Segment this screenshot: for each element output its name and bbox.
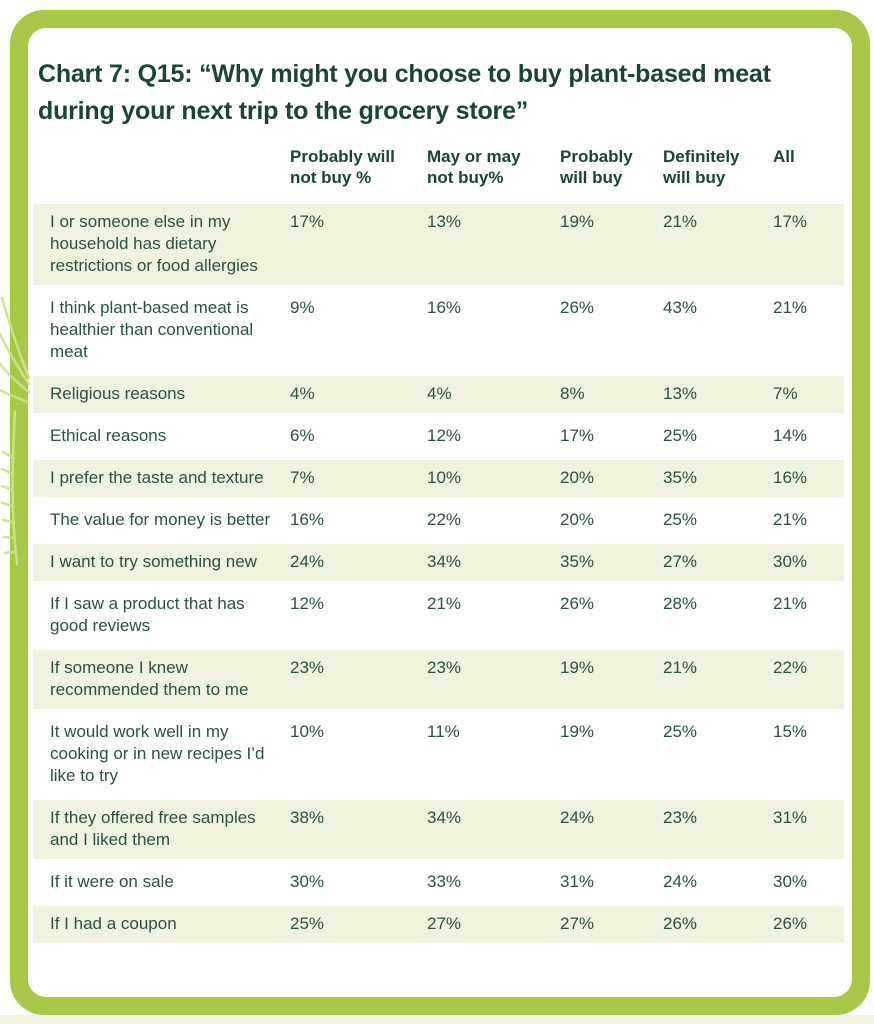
chart-title-question: “Why might you choose to buy plant-based meat during your next trip to the grocery store” xyxy=(38,60,771,125)
value-cell: 28% xyxy=(663,594,698,613)
value-cell: 25% xyxy=(663,510,698,529)
value-cell: 22% xyxy=(427,510,462,529)
chart-card-body xyxy=(28,28,852,997)
value-cell: 23% xyxy=(290,658,325,677)
value-cell: 19% xyxy=(560,212,595,231)
value-cell: 26% xyxy=(773,914,808,933)
row-label: If someone I knew recommended them to me xyxy=(50,658,249,699)
row-label: If it were on sale xyxy=(50,872,174,891)
value-cell: 9% xyxy=(290,298,315,317)
value-cell: 30% xyxy=(290,872,325,891)
value-cell: 4% xyxy=(427,384,452,403)
value-cell: 14% xyxy=(773,426,808,445)
value-cell: 21% xyxy=(773,298,808,317)
row-label: I prefer the taste and texture xyxy=(50,468,264,487)
value-cell: 24% xyxy=(560,808,595,827)
value-cell: 21% xyxy=(663,658,698,677)
value-cell: 12% xyxy=(427,426,462,445)
row-label: I or someone else in my household has dietary restrictions or food allergies xyxy=(50,212,258,275)
value-cell: 21% xyxy=(427,594,462,613)
value-cell: 26% xyxy=(663,914,698,933)
value-cell: 27% xyxy=(427,914,462,933)
chart-title-label: Chart 7: Q15: xyxy=(38,60,193,88)
table-row xyxy=(33,204,844,285)
value-cell: 7% xyxy=(290,468,315,487)
table-row xyxy=(33,290,844,371)
value-cell: 16% xyxy=(427,298,462,317)
value-cell: 34% xyxy=(427,808,462,827)
value-cell: 30% xyxy=(773,552,808,571)
column-header-spacer xyxy=(33,146,285,188)
value-cell: 27% xyxy=(560,914,595,933)
row-label: I think plant-based meat is healthier than conventional meat xyxy=(50,298,254,361)
column-header: May or may not buy% xyxy=(427,147,521,187)
column-header: Definitely will buy xyxy=(663,147,740,187)
value-cell: 17% xyxy=(773,212,808,231)
value-cell: 16% xyxy=(290,510,325,529)
row-label: If they offered free samples and I liked them xyxy=(50,808,256,849)
column-header: Probably will buy xyxy=(560,147,633,187)
table-row xyxy=(33,502,844,539)
value-cell: 16% xyxy=(773,468,808,487)
value-cell: 17% xyxy=(560,426,595,445)
value-cell: 25% xyxy=(663,426,698,445)
value-cell: 21% xyxy=(773,594,808,613)
row-label: Ethical reasons xyxy=(50,426,167,445)
value-cell: 19% xyxy=(560,658,595,677)
value-cell: 19% xyxy=(560,722,595,741)
table-row xyxy=(33,376,844,413)
table-row xyxy=(33,864,844,901)
value-cell: 7% xyxy=(773,384,798,403)
value-cell: 31% xyxy=(560,872,595,891)
row-label: It would work well in my cooking or in new recipes I’d like to try xyxy=(50,722,265,785)
row-label: I want to try something new xyxy=(50,552,257,571)
value-cell: 21% xyxy=(663,212,698,231)
row-label: If I had a coupon xyxy=(50,914,177,933)
value-cell: 6% xyxy=(290,426,315,445)
value-cell: 27% xyxy=(663,552,698,571)
value-cell: 17% xyxy=(290,212,325,231)
value-cell: 23% xyxy=(427,658,462,677)
value-cell: 33% xyxy=(427,872,462,891)
row-label: Religious reasons xyxy=(50,384,186,403)
value-cell: 24% xyxy=(663,872,698,891)
column-header: All xyxy=(773,147,795,166)
value-cell: 35% xyxy=(560,552,595,571)
value-cell: 35% xyxy=(663,468,698,487)
value-cell: 31% xyxy=(773,808,808,827)
value-cell: 22% xyxy=(773,658,808,677)
page-bottom-strip xyxy=(0,1015,874,1024)
value-cell: 21% xyxy=(773,510,808,529)
value-cell: 25% xyxy=(290,914,325,933)
value-cell: 30% xyxy=(773,872,808,891)
value-cell: 43% xyxy=(663,298,698,317)
value-cell: 24% xyxy=(290,552,325,571)
table-header-row xyxy=(33,146,844,188)
table-row xyxy=(33,650,844,709)
value-cell: 13% xyxy=(663,384,698,403)
chart-title xyxy=(38,56,843,130)
table-row xyxy=(33,544,844,581)
value-cell: 23% xyxy=(663,808,698,827)
value-cell: 10% xyxy=(427,468,462,487)
value-cell: 34% xyxy=(427,552,462,571)
table-row xyxy=(33,906,844,943)
table-row xyxy=(33,418,844,455)
table-row xyxy=(33,714,844,795)
table-row xyxy=(33,460,844,497)
value-cell: 26% xyxy=(560,298,595,317)
column-header: Probably will not buy % xyxy=(290,147,395,187)
table-row xyxy=(33,586,844,645)
value-cell: 20% xyxy=(560,510,595,529)
value-cell: 8% xyxy=(560,384,585,403)
value-cell: 13% xyxy=(427,212,462,231)
table-body xyxy=(33,204,844,943)
value-cell: 38% xyxy=(290,808,325,827)
value-cell: 20% xyxy=(560,468,595,487)
row-label: If I saw a product that has good reviews xyxy=(50,594,245,635)
value-cell: 10% xyxy=(290,722,325,741)
value-cell: 12% xyxy=(290,594,325,613)
value-cell: 11% xyxy=(427,722,460,741)
value-cell: 25% xyxy=(663,722,698,741)
table-row xyxy=(33,800,844,859)
chart-card xyxy=(10,10,870,1015)
value-cell: 15% xyxy=(773,722,808,741)
value-cell: 26% xyxy=(560,594,595,613)
row-label: The value for money is better xyxy=(50,510,271,529)
value-cell: 4% xyxy=(290,384,315,403)
